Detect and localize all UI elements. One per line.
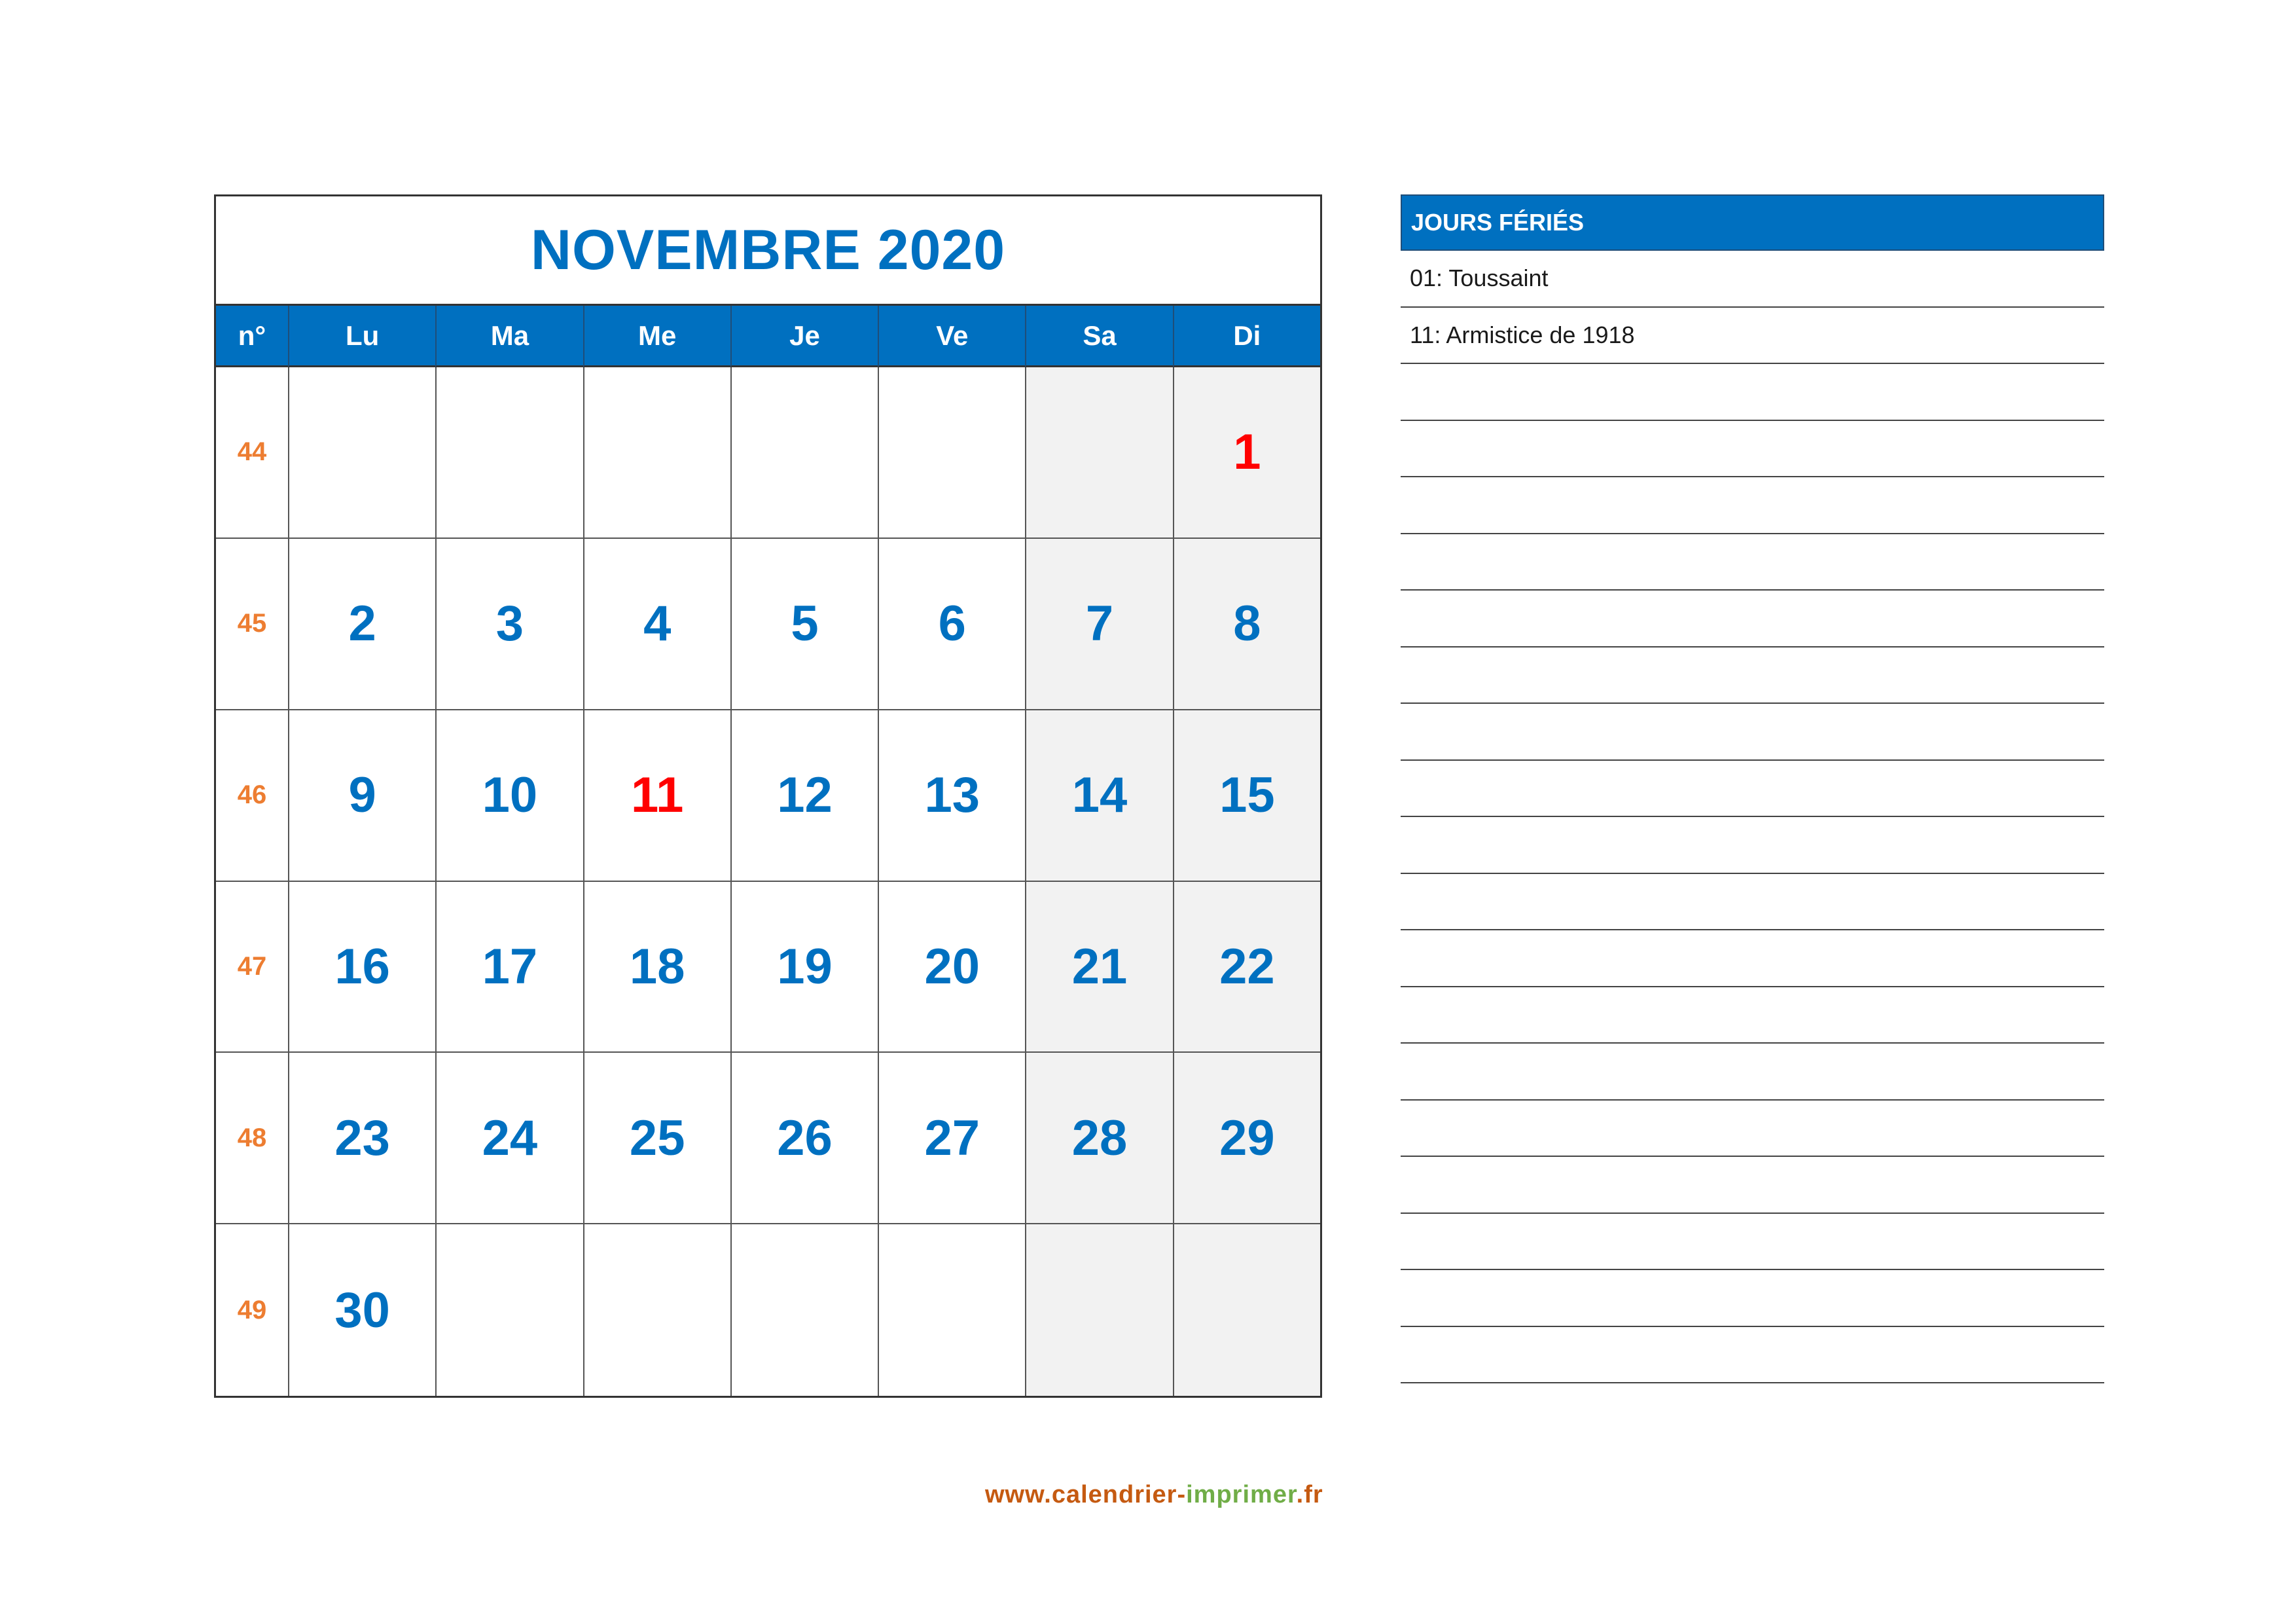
week-number: 44 bbox=[216, 367, 288, 539]
day-cell: 29 bbox=[1173, 1053, 1320, 1224]
day-cell: 3 bbox=[435, 539, 583, 710]
header-week-number: n° bbox=[216, 306, 288, 367]
day-cell: 23 bbox=[288, 1053, 435, 1224]
week-number: 49 bbox=[237, 1295, 267, 1324]
holiday-entry: 11: Armistice de 1918 bbox=[1401, 308, 2104, 365]
holidays-list bbox=[1401, 251, 2104, 1383]
day-cell: 11 bbox=[583, 710, 730, 882]
footer-domain-part: imprimer bbox=[1186, 1481, 1297, 1508]
note-line bbox=[1401, 591, 2104, 647]
note-line bbox=[1401, 817, 2104, 874]
holiday-entry: 01: Toussaint bbox=[1401, 251, 2104, 308]
note-line bbox=[1401, 1270, 2104, 1327]
day-cell: 18 bbox=[583, 882, 730, 1053]
note-line bbox=[1401, 1101, 2104, 1158]
header-wednesday: Me bbox=[583, 306, 730, 367]
empty-day-cell bbox=[1173, 1224, 1320, 1396]
day-cell: 5 bbox=[730, 539, 878, 710]
week-number: 47 bbox=[216, 882, 288, 1053]
note-line bbox=[1401, 761, 2104, 818]
day-cell: 4 bbox=[583, 539, 730, 710]
empty-day-cell bbox=[288, 367, 435, 539]
day-cell: 16 bbox=[288, 882, 435, 1053]
day-cell: 14 bbox=[1025, 710, 1172, 882]
note-line bbox=[1401, 1214, 2104, 1271]
note-line bbox=[1401, 1044, 2104, 1101]
day-cell: 26 bbox=[730, 1053, 878, 1224]
header-saturday: Sa bbox=[1025, 306, 1172, 367]
calendar-grid bbox=[216, 306, 1320, 1396]
empty-day-cell bbox=[583, 1224, 730, 1396]
week-number: 46 bbox=[216, 710, 288, 882]
day-cell: 17 bbox=[435, 882, 583, 1053]
note-line bbox=[1401, 364, 2104, 421]
website-footer[interactable] bbox=[985, 1481, 1323, 1509]
day-cell: 7 bbox=[1025, 539, 1172, 710]
day-cell: 20 bbox=[878, 882, 1025, 1053]
note-line bbox=[1401, 647, 2104, 704]
day-cell: 28 bbox=[1025, 1053, 1172, 1224]
footer-domain-part: www.calendrier- bbox=[985, 1481, 1187, 1508]
day-cell: 19 bbox=[730, 882, 878, 1053]
header-tuesday: Ma bbox=[435, 306, 583, 367]
empty-day-cell bbox=[730, 367, 878, 539]
note-line bbox=[1401, 987, 2104, 1044]
day-cell: 27 bbox=[878, 1053, 1025, 1224]
header-sunday: Di bbox=[1173, 306, 1320, 367]
empty-day-cell bbox=[435, 1224, 583, 1396]
day-cell: 8 bbox=[1173, 539, 1320, 710]
day-cell: 1 bbox=[1173, 367, 1320, 539]
empty-day-cell bbox=[730, 1224, 878, 1396]
week-number: 45 bbox=[216, 539, 288, 710]
empty-day-cell bbox=[435, 367, 583, 539]
note-line bbox=[1401, 704, 2104, 761]
holidays-title: JOURS FÉRIÉS bbox=[1401, 194, 2104, 251]
empty-day-cell bbox=[878, 1224, 1025, 1396]
note-line bbox=[1401, 874, 2104, 931]
day-cell: 12 bbox=[730, 710, 878, 882]
month-calendar bbox=[214, 194, 1322, 1398]
empty-day-cell bbox=[583, 367, 730, 539]
day-cell: 22 bbox=[1173, 882, 1320, 1053]
holidays-panel bbox=[1401, 194, 2104, 1383]
day-cell: 2 bbox=[288, 539, 435, 710]
day-cell: 21 bbox=[1025, 882, 1172, 1053]
note-line bbox=[1401, 534, 2104, 591]
day-cell: 13 bbox=[878, 710, 1025, 882]
day-cell: 30 bbox=[288, 1224, 435, 1396]
note-line bbox=[1401, 477, 2104, 534]
header-thursday: Je bbox=[730, 306, 878, 367]
note-line bbox=[1401, 1327, 2104, 1384]
day-cell: 6 bbox=[878, 539, 1025, 710]
header-friday: Ve bbox=[878, 306, 1025, 367]
empty-day-cell bbox=[1025, 367, 1172, 539]
empty-day-cell bbox=[878, 367, 1025, 539]
empty-day-cell bbox=[1025, 1224, 1172, 1396]
month-title: NOVEMBRE 2020 bbox=[216, 196, 1320, 306]
day-cell: 24 bbox=[435, 1053, 583, 1224]
note-line bbox=[1401, 421, 2104, 478]
day-cell: 25 bbox=[583, 1053, 730, 1224]
note-line bbox=[1401, 1157, 2104, 1214]
note-line bbox=[1401, 930, 2104, 987]
day-cell: 9 bbox=[288, 710, 435, 882]
footer-domain-part: .fr bbox=[1296, 1481, 1323, 1508]
week-number: 48 bbox=[216, 1053, 288, 1224]
day-cell: 10 bbox=[435, 710, 583, 882]
header-monday: Lu bbox=[288, 306, 435, 367]
day-cell: 15 bbox=[1173, 710, 1320, 882]
